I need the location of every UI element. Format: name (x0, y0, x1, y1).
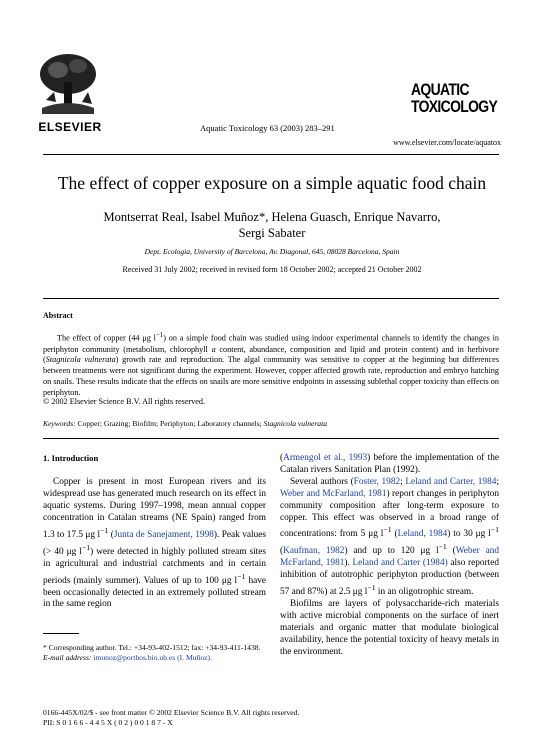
citation-link[interactable]: Leland, 1984 (397, 529, 448, 540)
citation-link[interactable]: Weber and McFarland, 1981 (280, 546, 500, 569)
email-line: E-mail address: imunoz@porthos.bio.ub.es (I. Muñoz). (43, 653, 212, 662)
publisher-name: ELSEVIER (38, 120, 102, 134)
footnote (43, 643, 268, 663)
intro-left-column: Copper is present in most European rivers and its widespread use has generated much research on its effect in aquatic systems. During 1997–1998, mean annual copper concentration in Catalan streams (NE Spain) ranged from 1.3 to 17.5 μg $l^{-1}$ (Junta de Sanejament, 1998). Peak values (> 40 μg $l^{-1}$) were detected in highly polluted stream sites in agricultural and industrial catchments and in certain periods (mainly summer). Values of up to 100 μg $l^{-1}$ have been occasionally detected in an extremely polluted stream in the same region (43, 477, 267, 610)
citation-link[interactable]: Foster, 1982 (353, 476, 401, 487)
footnote-rule (43, 633, 79, 634)
citation-link[interactable]: Armengol et al., 1993 (283, 453, 368, 463)
citation-link[interactable]: Leland and Carter, 1984 (405, 476, 497, 487)
pii-line: PII: S 0 1 6 6 - 4 4 5 X ( 0 2 ) 0 0 1 8 7 - X (43, 718, 173, 727)
elsevier-tree-logo-icon (38, 52, 98, 114)
authors-line1: Montserrat Real, Isabel Muñoz*, Helena Guasch, Enrique Navarro, (103, 210, 441, 224)
paragraph: Several authors (Foster, 1982; Leland and Carter, 1984; Weber and McFarland, 1981) report changes in periphyton community composition after long-term exposure to copper. This effect was observed in a broad range of concentrations: from 5 μg $l^{-1}$ (Leland, 1984) to 30 μg $l^{-1}$ (Kaufman, 1982) and up to 120 μg $l^{-1}$ (Weber and McFarland, 1981). Leland and Carter (1984) also reported inhibition of autotrophic periphyton production (between 57 and 87%) at 2.5 μg $l^{-1}$ in an oligotrophic stream. (280, 476, 500, 598)
elsevier-logo (30, 52, 106, 132)
abstract-heading: Abstract (43, 311, 73, 320)
abstract-bottom-rule (43, 438, 499, 439)
journal-logo-line1: AQUATIC (411, 80, 469, 99)
journal-reference: Aquatic Toxicology 63 (2003) 283–291 (200, 123, 335, 133)
corresponding-author: * Corresponding author. Tel.: +34-93-402-1512; fax: +34-93-411-1438. (43, 643, 261, 652)
front-matter-line: 0166-445X/02/$ - see front matter © 2002 Elsevier Science B.V. All rights reserved. (43, 708, 300, 717)
affiliation: Dept. Ecologia, University of Barcelona, Av. Diagonal, 645, 08028 Barcelona, Spain (144, 247, 400, 256)
citation-link[interactable]: Leland and Carter (1984) (352, 558, 448, 569)
authors-line2: Sergi Sabater (238, 226, 306, 240)
journal-logo-line2: TOXICOLOGY (411, 97, 498, 116)
journal-url: www.elsevier.com/locate/aquatox (393, 138, 501, 147)
paragraph: (Armengol et al., 1993) before the implementation of the Catalan rivers Sanitation Plan (1992). (280, 453, 499, 475)
authors (40, 209, 504, 241)
article-title: The effect of copper exposure on a simple aquatic food chain (57, 173, 487, 193)
abstract-copyright: © 2002 Elsevier Science B.V. All rights reserved. (43, 397, 206, 406)
citation-link[interactable]: Weber and McFarland, 1981 (280, 488, 387, 499)
keywords-label: Keywords: (43, 419, 76, 428)
header-rule (43, 154, 499, 155)
email-link[interactable]: imunoz@porthos.bio.ub.es (I. Muñoz). (91, 653, 212, 662)
abstract-top-rule (43, 298, 499, 299)
citation-link[interactable]: Junta de Sanejament, 1998 (113, 529, 214, 540)
received-dates: Received 31 July 2002; received in revised form 18 October 2002; accepted 21 October 2002 (122, 265, 422, 274)
section-heading-introduction: 1. Introduction (43, 453, 99, 463)
journal-logo (411, 81, 496, 115)
citation-link[interactable]: Kaufman, 1982 (283, 546, 345, 557)
intro-right-column (280, 453, 499, 659)
paragraph: Biofilms are layers of polysaccharide-rich materials with active microbial components on the surface of inert materials and organic matter that modulate biological availability, hence the potential toxicity of heavy metals in the environment. (280, 599, 499, 657)
bottom-info (43, 708, 299, 728)
keywords: Keywords: Copper; Grazing; Biofilm; Periphyton; Laboratory channels; Stagnicola vulnerata (43, 419, 328, 428)
abstract-text: The effect of copper (44 μg $l^{-1}$) on a simple food chain was studied using indoor experimental channels to identify the changes in periphyton community (metabolism, chlorophyll a content, abundance, composition and lipid and protein content) and in herbivore (Stagnicola vulnerata) growth rate and reproduction. The algal community was sensitive to copper at the beginning but differences between treatments were not significant during the experiment. However, copper affected growth rate, reproduction and embryo hatching on snails. These results indicate that the effects on snails are more sensitive endpoints in assessing sublethal copper toxicity than effects on periphyton. (43, 332, 500, 397)
